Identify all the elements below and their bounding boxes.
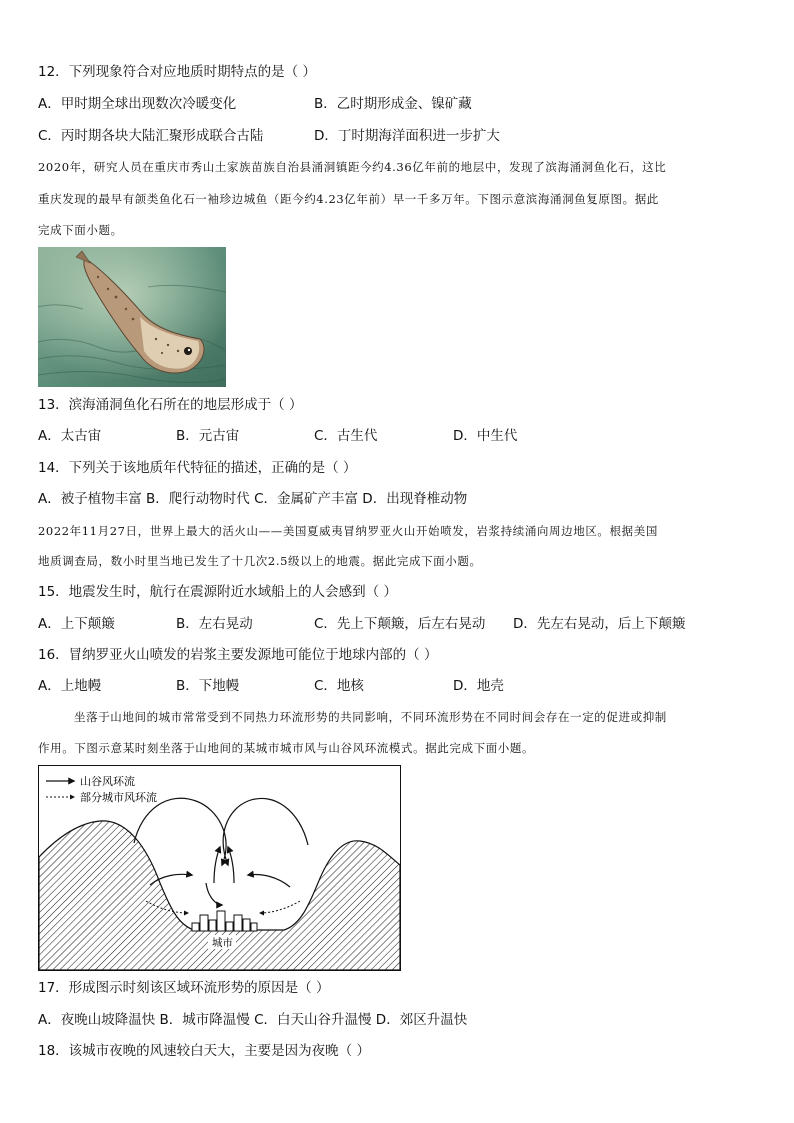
q16-stem: 16．冒纳罗亚火山喷发的岩浆主要发源地可能位于地球内部的（ ） — [38, 647, 438, 663]
q13-stem: 13．滨海涌洞鱼化石所在的地层形成于（ ） — [38, 397, 303, 413]
q12-option-d: D．丁时期海洋面积进一步扩大 — [314, 128, 500, 144]
q15-option-b: B．左右晃动 — [176, 616, 253, 632]
q17-options: A．夜晚山坡降温快 B．城市降温慢 C．白天山谷升温慢 D．郊区升温快 — [38, 1012, 468, 1028]
city-label: 城市 — [212, 937, 233, 949]
q12-option-b: B．乙时期形成金、镍矿藏 — [314, 96, 472, 112]
q13-option-a: A．太古宙 — [38, 428, 102, 444]
q15-stem: 15．地震发生时，航行在震源附近水域船上的人会感到（ ） — [38, 584, 397, 600]
q13-option-b: B．元古宙 — [176, 428, 240, 444]
q12-stem: 12．下列现象符合对应地质时期特点的是（ ） — [38, 64, 316, 80]
q14-stem: 14．下列关于该地质年代特征的描述，正确的是（ ） — [38, 460, 357, 476]
fossil-fish-image — [38, 247, 226, 387]
passage2-line1: 2022年11月27日，世界上最大的活火山——美国夏威夷冒纳罗亚火山开始喷发，岩浆持续涌向周边地区。根据美国 — [38, 524, 658, 538]
passage3-line2: 作用。下图示意某时刻坐落于山地间的某城市城市风与山谷风环流模式。据此完成下面小题。 — [38, 741, 535, 755]
q12-option-a: A．甲时期全球出现数次冷暖变化 — [38, 96, 237, 112]
q13-option-c: C．古生代 — [314, 428, 378, 444]
passage1-line1: 2020年，研究人员在重庆市秀山土家族苗族自治县涌洞镇距今约4.36亿年前的地层中，发现了滨海涌洞鱼化石，这比 — [38, 160, 667, 174]
passage1-line3: 完成下面小题。 — [38, 223, 123, 237]
q16-option-b: B．下地幔 — [176, 678, 240, 694]
q16-option-a: A．上地幔 — [38, 678, 102, 694]
passage3-line1: 坐落于山地间的城市常常受到不同热力环流形势的共同影响，不同环流形势在不同时间会存在一定的促进或抑制 — [74, 710, 667, 724]
q15-option-d: D．先左右晃动，后上下颠簸 — [513, 616, 686, 632]
q14-options: A．被子植物丰富 B．爬行动物时代 C．金属矿产丰富 D．出现脊椎动物 — [38, 491, 468, 507]
q18-stem: 18．该城市夜晚的风速较白天大，主要是因为夜晚（ ） — [38, 1043, 370, 1059]
q15-option-a: A．上下颠簸 — [38, 616, 115, 632]
q15-option-c: C．先上下颠簸，后左右晃动 — [314, 616, 486, 632]
q16-option-d: D．地壳 — [453, 678, 504, 694]
q16-option-c: C．地核 — [314, 678, 364, 694]
legend-valley-label: 山谷风环流 — [80, 775, 135, 788]
legend-city-label: 部分城市风环流 — [80, 791, 157, 804]
circulation-diagram — [38, 765, 401, 971]
q13-option-d: D．中生代 — [453, 428, 518, 444]
q17-stem: 17．形成图示时刻该区域环流形势的原因是（ ） — [38, 980, 330, 996]
passage1-line2: 重庆发现的最早有颌类鱼化石一袖珍边城鱼（距今约4.23亿年前）早一千多万年。下图示意滨海涌洞鱼复原图。据此 — [38, 192, 659, 206]
q12-option-c: C．丙时期各块大陆汇聚形成联合古陆 — [38, 128, 264, 144]
passage2-line2: 地质调查局，数小时里当地已发生了十几次2.5级以上的地震。据此完成下面小题。 — [38, 554, 482, 568]
